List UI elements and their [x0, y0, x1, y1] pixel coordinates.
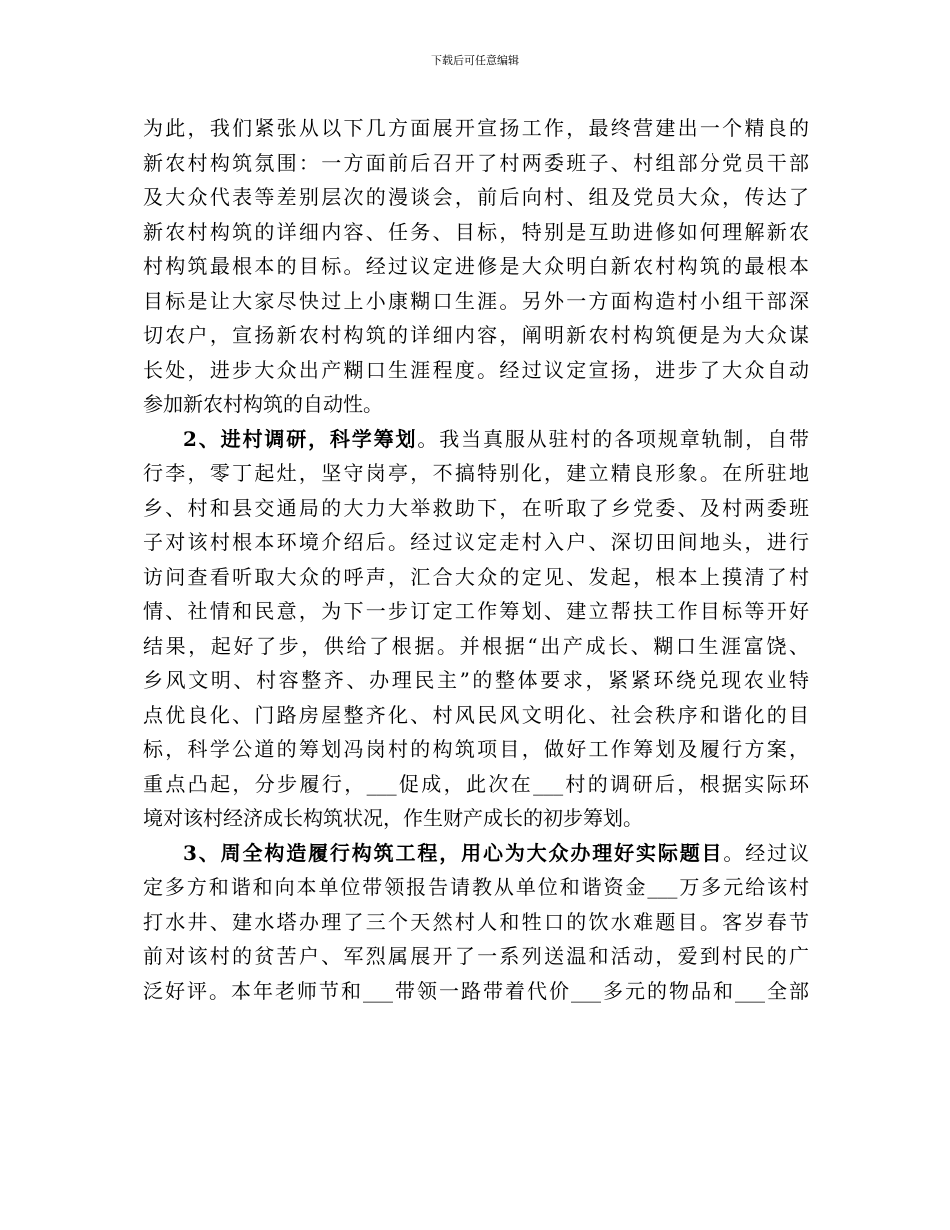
text-line: 泛好评。本年老师节和___带领一路带着代价___多元的物品和___全部 [143, 978, 809, 1003]
text-line-rest: 。我当真服从驻村的各项规章轨制，自带 [417, 426, 809, 451]
text-line: 乡风文明、村容整齐、办理民主”的整体要求，紧紧环绕兑现农业特 [143, 668, 809, 692]
text-line: 乡、村和县交通局的大力大举救助下，在听取了乡党委、及村两委班 [143, 495, 809, 520]
text-line [143, 836, 809, 871]
text-line: 新农村构筑氛围：一方面前后召开了村两委班子、村组部分党员干部 [143, 150, 809, 175]
text-line: 长处，进步大众出产糊口生涯程度。经过议定宣扬，进步了大众自动 [143, 357, 809, 382]
text-line: 境对该村经济成长构筑状况，作生财产成长的初步筹划。 [143, 806, 643, 830]
text-line: 打水井、建水塔办理了三个天然村人和牲口的饮水难题目。客岁春节 [143, 909, 809, 934]
page-header: 下载后可任意编辑 [431, 54, 519, 67]
paragraph-project-implementation [143, 836, 809, 1009]
text-line: 切农户，宣扬新农村构筑的详细内容，阐明新农村构筑便是为大众谋 [143, 323, 809, 347]
paragraph-research-planning [143, 422, 809, 836]
text-line: 定多方和谐和向本单位带领报告请教从单位和谐资金___万多元给该村 [143, 875, 809, 899]
text-line: 行李，零丁起灶，坚守岗亭，不搞特别化，建立精良形象。在所驻地 [143, 461, 809, 485]
document-body [143, 111, 809, 1008]
section-heading: 2、进村调研，科学筹划 [183, 426, 418, 451]
paragraph-publicity [143, 111, 809, 422]
section-heading: 3、周全构造履行构筑工程，用心为大众办理好实际题目 [183, 840, 724, 865]
text-line: 村构筑最根本的目标。经过议定进修是大众明白新农村构筑的最根本 [143, 254, 809, 278]
text-line: 访问查看听取大众的呼声，汇合大众的定见、发起，根本上摸清了村 [143, 564, 809, 589]
text-line [143, 422, 809, 457]
text-line: 新农村构筑的详细内容、任务、目标，特别是互助进修如何理解新农 [143, 219, 809, 244]
text-line: 重点凸起，分步履行，___促成，此次在___村的调研后，根据实际环 [143, 771, 809, 796]
text-line: 点优良化、门路房屋整齐化、村风民风文明化、社会秩序和谐化的目 [143, 702, 809, 727]
text-line: 结果，起好了步，供给了根据。并根据“出产成长、糊口生涯富饶、 [143, 633, 809, 658]
text-line: 及大众代表等差别层次的漫谈会，前后向村、组及党员大众，传达了 [143, 185, 809, 209]
text-line: 标，科学公道的筹划冯岗村的构筑项目，做好工作筹划及履行方案， [143, 737, 809, 761]
text-line: 参加新农村构筑的自动性。 [143, 392, 383, 416]
text-line-rest: 。经过议 [723, 840, 809, 865]
text-line: 子对该村根本环境介绍后。经过议定走村入户、深切田间地头，进行 [143, 530, 809, 554]
text-line: 为此，我们紧张从以下几方面展开宣扬工作，最终营建出一个精良的 [143, 116, 809, 140]
text-line: 情、社情和民意，为下一步订定工作筹划、建立帮扶工作目标等开好 [143, 599, 809, 623]
text-line: 目标是让大家尽快过上小康糊口生涯。另外一方面构造村小组干部深 [143, 288, 809, 313]
text-line: 前对该村的贫苦户、军烈属展开了一系列送温和活动，爱到村民的广 [143, 944, 809, 968]
